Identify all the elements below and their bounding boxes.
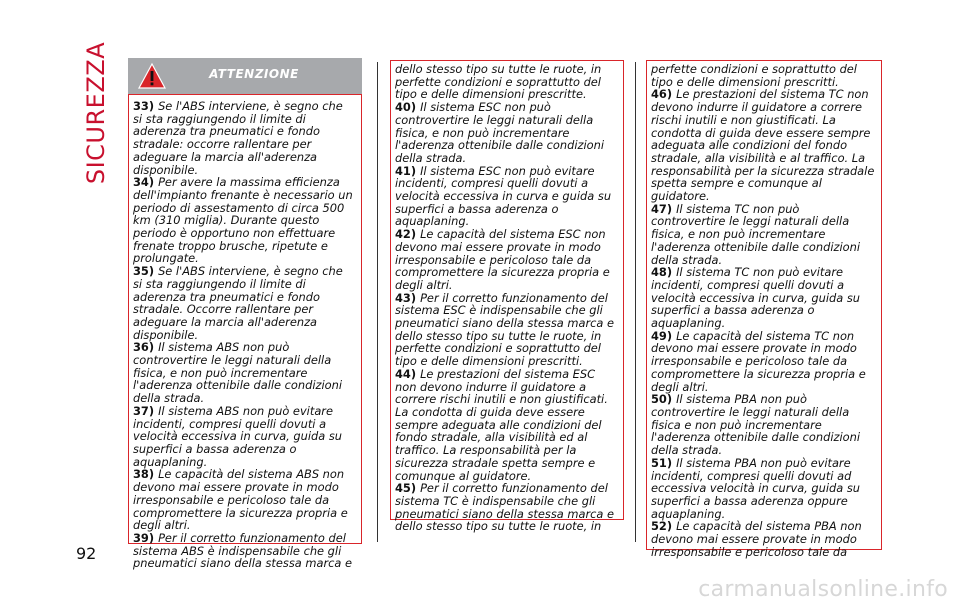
warning-item-number: 45) bbox=[395, 481, 417, 496]
warning-item-number: 37) bbox=[133, 403, 155, 418]
warning-item-number: 34) bbox=[133, 175, 155, 190]
warning-item-text: Per il corretto funzionamento del sistema TC è indispensabile che gli pneumatici siano della stessa marca e dello stesso tipo su tutte le ruote, in bbox=[395, 481, 614, 534]
warning-item bbox=[651, 330, 875, 394]
warning-item-text: Il sistema PBA non può controvertire le leggi naturali della fisica e non può incrementare l'aderenza ottenibile dalle condizioni della strada. bbox=[651, 392, 860, 458]
warning-header bbox=[128, 58, 362, 94]
warning-item-text: Il sistema ESC non può controvertire le leggi naturali della fisica, e non può incrementare l'aderenza ottenibile dalle condizioni della strada. bbox=[395, 100, 604, 165]
warning-item-text: perfette condizioni e soprattutto del tipo e delle dimensioni prescritti. bbox=[651, 62, 857, 89]
warning-item-text: Il sistema ABS non può controvertire le leggi naturali della fisica, e non può incrementare l'aderenza ottenibile dalle condizioni della strada. bbox=[133, 340, 342, 406]
warning-item bbox=[395, 63, 617, 101]
warning-item-text: Se l'ABS interviene, è segno che si sta raggiungendo il limite di aderenza tra pneumatici e fondo stradale. Occorre rallentare per adeguare la marcia all'aderenza disponibile. bbox=[133, 264, 343, 342]
warning-item-number: 41) bbox=[395, 163, 417, 178]
warning-item-number: 52) bbox=[651, 519, 673, 534]
warning-item-number: 48) bbox=[651, 265, 673, 280]
section-title-text: SICUREZZA bbox=[82, 41, 110, 184]
watermark-text: carmanualsonline.info bbox=[698, 577, 948, 602]
warning-item bbox=[395, 482, 617, 533]
warning-item bbox=[133, 265, 355, 341]
warning-item-text: Per avere la massima efficienza dell'impianto frenante è necessario un periodo di assestamento di circa 500 km (310 miglia). Durante questo periodo è opportuno non effettuare frenate troppo brusche, ripetute e prolungate. bbox=[133, 175, 353, 266]
warning-column-3 bbox=[646, 60, 882, 559]
warning-item-text: Le prestazioni del sistema ESC non devono indurre il guidatore a correre rischi inutili e non giustificati. La condotta di guida deve essere sempre adeguata alle condizioni del fondo stradale, alla visibilità ed al traffico. La responsabilità per la sicurezza stradale spetta sempre e comunque al guidatore. bbox=[395, 366, 608, 483]
warning-item-text: Il sistema ESC non può evitare incidenti, compresi quelli dovuti a velocità eccessiva in curva e guida su superfici a bassa aderenza o aquaplaning. bbox=[395, 163, 612, 229]
warning-item-number: 42) bbox=[395, 227, 417, 242]
warning-item bbox=[133, 532, 355, 570]
warning-item bbox=[395, 368, 617, 482]
warning-column-1 bbox=[128, 94, 362, 571]
warning-item bbox=[651, 457, 875, 521]
warning-item bbox=[651, 393, 875, 457]
warning-column-2 bbox=[390, 60, 624, 534]
warning-item bbox=[133, 468, 355, 532]
column-divider-1 bbox=[377, 62, 378, 542]
warning-item-number: 49) bbox=[651, 328, 673, 343]
warning-item bbox=[133, 176, 355, 265]
warning-item-text: Il sistema PBA non può evitare incidenti, compresi quelli dovuti ad eccessiva velocità in curva, guida su superfici a bassa aderenza oppure aquaplaning. bbox=[651, 455, 861, 521]
section-title bbox=[78, 41, 114, 184]
warning-item-number: 43) bbox=[395, 290, 417, 305]
warning-item-text: Per il corretto funzionamento del sistema ESC è indispensabile che gli pneumatici siano della stessa marca e dello stesso tipo su tutte le ruote, in perfette condizioni e soprattutto del tipo e delle dimensioni prescritti. bbox=[395, 290, 614, 369]
page-number: 92 bbox=[76, 544, 97, 563]
warning-item-number: 50) bbox=[651, 392, 673, 407]
warning-item bbox=[395, 228, 617, 292]
warning-item-text: Le prestazioni del sistema TC non devono indurre il guidatore a correre rischi inutili e non giustificati. La condotta di guida deve essere sempre adeguata alle condizioni del fondo stradale, alla visibilità e al traffico. La responsabilità per la sicurezza stradale spetta sempre e comunque al guidatore. bbox=[651, 87, 875, 204]
warning-item-number: 46) bbox=[651, 87, 673, 102]
warning-item-number: 44) bbox=[395, 366, 417, 381]
warning-item-text: Le capacità del sistema PBA non devono mai essere provate in modo irresponsabile e pericoloso tale da bbox=[651, 519, 862, 559]
warning-item bbox=[133, 100, 355, 176]
warning-item-number: 39) bbox=[133, 530, 155, 545]
warning-item bbox=[651, 63, 875, 88]
warning-item bbox=[395, 101, 617, 165]
warning-item bbox=[651, 88, 875, 202]
warning-item-text: Le capacità del sistema ESC non devono mai essere provate in modo irresponsabile e pericoloso tale da compromettere la sicurezza propria e degli altri. bbox=[395, 227, 610, 292]
warning-item bbox=[651, 520, 875, 558]
warning-item-text: Le capacità del sistema TC non devono mai essere provate in modo irresponsabile e pericoloso tale da compromettere la sicurezza propria e degli altri. bbox=[651, 328, 866, 394]
warning-item-text: dello stesso tipo su tutte le ruote, in perfette condizioni e soprattutto del tipo e delle dimensioni prescritte. bbox=[395, 62, 602, 102]
warning-item-number: 51) bbox=[651, 455, 673, 470]
warning-item bbox=[395, 165, 617, 229]
warning-item-text: Le capacità del sistema ABS non devono mai essere provate in modo irresponsabile e pericoloso tale da compromettere la sicurezza propria e degli altri. bbox=[133, 467, 348, 533]
warning-item-number: 35) bbox=[133, 264, 155, 279]
warning-item-number: 40) bbox=[395, 100, 417, 115]
warning-item-text: Per il corretto funzionamento del sistema ABS è indispensabile che gli pneumatici siano della stessa marca e bbox=[133, 530, 352, 571]
column-divider-2 bbox=[635, 62, 636, 542]
warning-item-text: Se l'ABS interviene, è segno che si sta raggiungendo il limite di aderenza tra pneumatici e fondo stradale: occorre rallentare per adeguare la marcia all'aderenza disponibile. bbox=[133, 99, 343, 177]
warning-item-text: Il sistema ABS non può evitare incidenti, compresi quelli dovuti a velocità eccessiva in curva, guida su superfici a bassa aderenza o aquaplaning. bbox=[133, 403, 343, 469]
warning-item bbox=[395, 292, 617, 368]
warning-item bbox=[133, 341, 355, 405]
warning-item-text: Il sistema TC non può controvertire le leggi naturali della fisica, e non può incrementare l'aderenza ottenibile dalle condizioni della strada. bbox=[651, 201, 860, 267]
warning-label: ATTENZIONE bbox=[209, 67, 299, 81]
warning-item bbox=[651, 203, 875, 267]
warning-item bbox=[133, 405, 355, 469]
warning-item-number: 38) bbox=[133, 467, 155, 482]
warning-item-text: Il sistema TC non può evitare incidenti, compresi quelli dovuti a velocità eccessiva in curva, guida su superfici a bassa aderenza o aquaplaning. bbox=[651, 265, 861, 331]
warning-item bbox=[651, 266, 875, 330]
warning-item-number: 47) bbox=[651, 201, 673, 216]
warning-item-number: 33) bbox=[133, 99, 155, 113]
warning-item-number: 36) bbox=[133, 340, 155, 355]
